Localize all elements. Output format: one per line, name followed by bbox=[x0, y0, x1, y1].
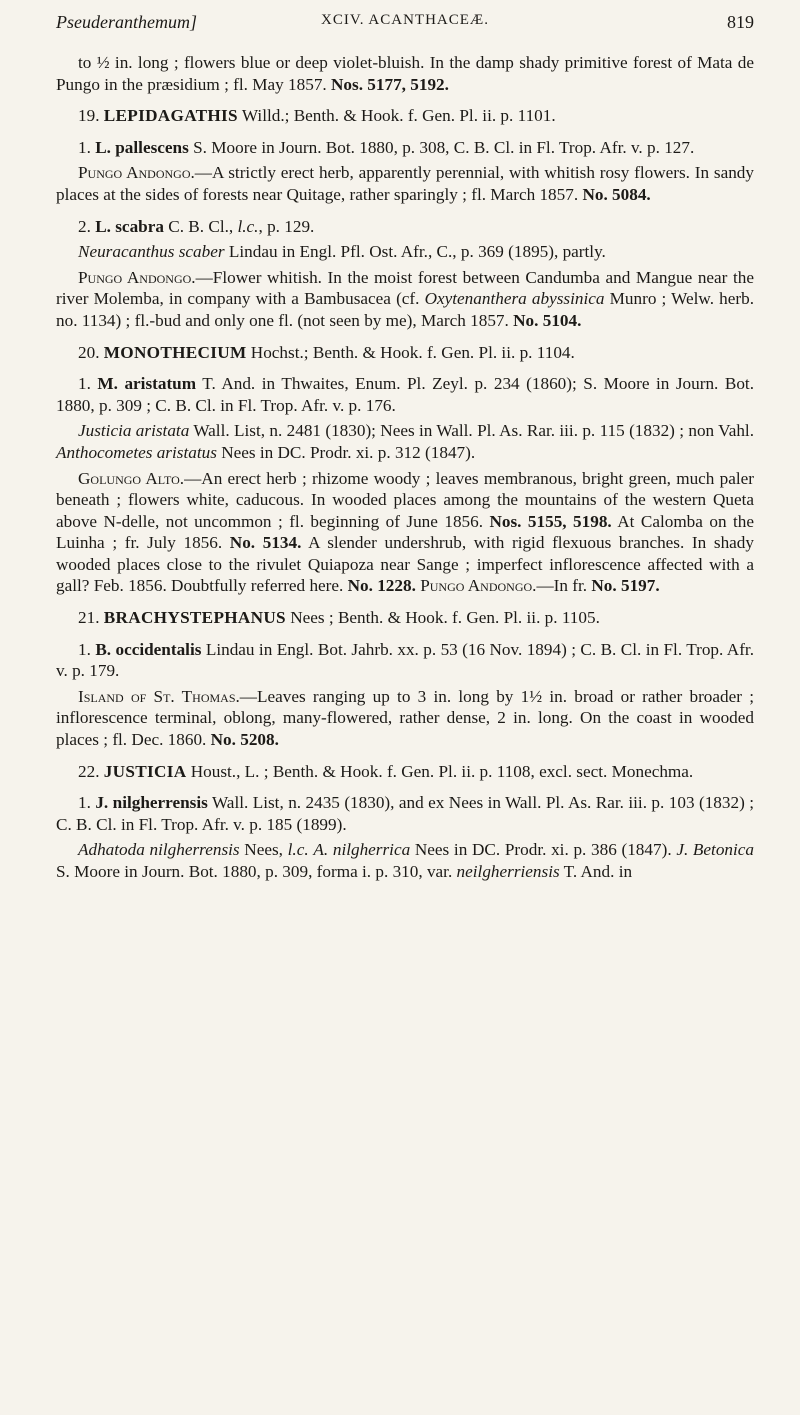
text-paragraph bbox=[56, 686, 754, 751]
italic-text: Oxytenanthera abyssinica bbox=[424, 289, 605, 309]
bold-text: L. scabra bbox=[95, 216, 164, 236]
genus-name: LEPIDAGATHIS bbox=[103, 106, 238, 126]
text-run: —An erect herb ; rhizome woody ; leaves membranous, bright green, much paler beneath ; flowers white, caducous. In wooded places among the mountains of the western Queta above N-delle, not uncommon ; fl. beginning of June 1856. bbox=[56, 468, 754, 531]
italic-text: Adhatoda nilgherrensis bbox=[78, 840, 240, 860]
bold-text: No. 5104. bbox=[513, 310, 582, 330]
text-run: 22. bbox=[78, 761, 104, 781]
species-entry bbox=[56, 373, 754, 416]
text-run: T. And. in bbox=[559, 862, 633, 881]
text-run: Houst., L. ; Benth. & Hook. f. Gen. Pl. ii. p. 1108, excl. sect. Monechma. bbox=[186, 761, 694, 781]
bold-text: No. 5197. bbox=[591, 576, 660, 596]
family-heading: XCIV. ACANTHACEÆ. bbox=[321, 12, 489, 28]
text-run: —In fr. bbox=[536, 576, 592, 596]
text-run: 2. bbox=[78, 216, 96, 236]
locality-name: Island of St. Thomas. bbox=[78, 686, 240, 706]
text-run: 21. bbox=[78, 608, 104, 628]
italic-text: l.c. bbox=[287, 840, 309, 860]
text-run: Nees, bbox=[239, 840, 288, 860]
bold-text: Nos. 5177, 5192. bbox=[331, 74, 449, 94]
text-run: S. Moore in Journ. Bot. 1880, p. 309, forma i. p. 310, var. bbox=[56, 862, 457, 881]
bold-text: No. 1228. bbox=[347, 576, 416, 596]
text-run: 19. bbox=[78, 106, 104, 126]
bold-text: Nos. 5155, 5198. bbox=[489, 511, 612, 531]
text-run: Hochst.; Benth. & Hook. f. Gen. Pl. ii. p. 1104. bbox=[246, 342, 575, 362]
synonym-entry bbox=[56, 420, 754, 463]
text-run: Munro ; Welw. herb. no. 1134) ; fl.-bud and only one fl. (not seen by me), March 1857. bbox=[56, 289, 754, 330]
running-title: Pseuderanthemum] bbox=[56, 12, 197, 32]
page-body bbox=[56, 52, 754, 883]
italic-text: l.c. bbox=[237, 216, 259, 236]
page bbox=[0, 12, 800, 1415]
text-paragraph bbox=[56, 162, 754, 205]
bold-text: No. 5084. bbox=[582, 184, 651, 204]
genus-name: JUSTICIA bbox=[103, 761, 187, 781]
bold-text: M. aristatum bbox=[97, 374, 197, 394]
italic-text: neilgherriensis bbox=[456, 862, 560, 881]
page-number: 819 bbox=[727, 12, 754, 32]
italic-text: Anthocometes aristatus bbox=[56, 442, 217, 462]
genus-name: MONOTHECIUM bbox=[103, 342, 247, 362]
synonym-entry bbox=[56, 241, 754, 263]
genus-heading bbox=[56, 607, 754, 629]
bold-text: No. 5208. bbox=[210, 730, 279, 750]
italic-text: A. nilgherrica bbox=[313, 840, 411, 860]
species-entry bbox=[56, 792, 754, 835]
text-run: 1. bbox=[78, 793, 96, 813]
bold-text: No. 5134. bbox=[229, 533, 302, 553]
text-run: —Leaves ranging up to 3 in. long by 1½ in. broad or rather broader ; inflorescence terminal, oblong, many-flowered, rather dense, 2 in. long. On the coast in wooded places ; fl. Dec. 1860. bbox=[56, 686, 754, 750]
locality-name: Golungo Alto. bbox=[78, 468, 185, 488]
text-run: C. B. Cl., bbox=[163, 216, 238, 236]
text-run: 1. bbox=[78, 374, 98, 394]
text-run: 1. bbox=[78, 639, 96, 659]
locality-name: Pungo Andongo. bbox=[420, 576, 537, 596]
text-run: , p. 129. bbox=[258, 216, 315, 236]
italic-text: Justicia aristata bbox=[78, 421, 190, 441]
text-run: Lindau in Engl. Pfl. Ost. Afr., C., p. 369 (1895), partly. bbox=[224, 242, 606, 262]
text-run: At Calomba on the Luinha ; fr. July 1856. bbox=[56, 511, 754, 553]
text-run: T. And. in Thwaites, Enum. Pl. Zeyl. p. 234 (1860); S. Moore in Journ. Bot. 1880, p. 309 ; C. B. Cl. in Fl. Trop. Afr. v. p. 176. bbox=[56, 374, 754, 415]
text-run: Nees in DC. Prodr. xi. p. 312 (1847). bbox=[216, 442, 476, 462]
bold-text: L. pallescens bbox=[95, 137, 189, 157]
text-run: A slender undershrub, with rigid flexuous branches. In shady wooded places close to the rivulet Quiapoza near Sange ; imperfect inflorescence affected with a gall? Feb. 1856. Doubtfully referred here. bbox=[56, 533, 754, 596]
locality-name: Pungo Andongo. bbox=[78, 267, 196, 287]
text-run: 1. bbox=[78, 137, 96, 157]
synonym-entry bbox=[56, 839, 754, 882]
text-run: Wall. List, n. 2481 (1830); Nees in Wall. Pl. As. Rar. iii. p. 115 (1832) ; non Vahl. bbox=[189, 421, 754, 441]
text-run: Wall. List, n. 2435 (1830), and ex Nees in Wall. Pl. As. Rar. iii. p. 103 (1832) ; C. B. Cl. in Fl. Trop. Afr. v. p. 185 (1899). bbox=[56, 793, 755, 834]
bold-text: B. occidentalis bbox=[95, 639, 202, 659]
text-paragraph bbox=[56, 468, 754, 598]
bold-text: J. nilgherrensis bbox=[95, 793, 208, 813]
text-run: Willd.; Benth. & Hook. f. Gen. Pl. ii. p. 1101. bbox=[237, 106, 556, 126]
text-run: S. Moore in Journ. Bot. 1880, p. 308, C. B. Cl. in Fl. Trop. Afr. v. p. 127. bbox=[188, 137, 695, 157]
text-run: 20. bbox=[78, 342, 104, 362]
text-paragraph bbox=[56, 52, 754, 95]
text-run: —Flower whitish. In the moist forest between Candumba and Mangue near the river Molemba, in company with a Bambusacea (cf. bbox=[56, 267, 754, 309]
text-run: —A strictly erect herb, apparently perennial, with whitish rosy flowers. In sandy places at the sides of forests near Quitage, rather sparingly ; fl. March 1857. bbox=[56, 163, 754, 204]
locality-name: Pungo Andongo. bbox=[78, 163, 195, 183]
species-entry bbox=[56, 137, 754, 159]
running-header bbox=[56, 12, 754, 52]
text-run: Nees ; Benth. & Hook. f. Gen. Pl. ii. p. 1105. bbox=[285, 608, 600, 628]
species-entry bbox=[56, 639, 754, 682]
species-entry bbox=[56, 216, 754, 238]
text-run: to ½ in. long ; flowers blue or deep violet-bluish. In the damp shady primitive forest of Mata de Pungo in the præsidium ; fl. May 1857. bbox=[56, 53, 754, 94]
text-run: Lindau in Engl. Bot. Jahrb. xx. p. 53 (16 Nov. 1894) ; C. B. Cl. in Fl. Trop. Afr. v. p. 179. bbox=[56, 639, 754, 681]
genus-name: BRACHYSTEPHANUS bbox=[103, 608, 286, 628]
genus-heading bbox=[56, 105, 754, 127]
text-run: Nees in DC. Prodr. xi. p. 386 (1847). bbox=[410, 840, 677, 860]
italic-text: Neuracanthus scaber bbox=[78, 242, 225, 262]
genus-heading bbox=[56, 342, 754, 364]
italic-text: J. Betonica bbox=[676, 840, 755, 860]
genus-heading bbox=[56, 761, 754, 783]
text-paragraph bbox=[56, 267, 754, 332]
